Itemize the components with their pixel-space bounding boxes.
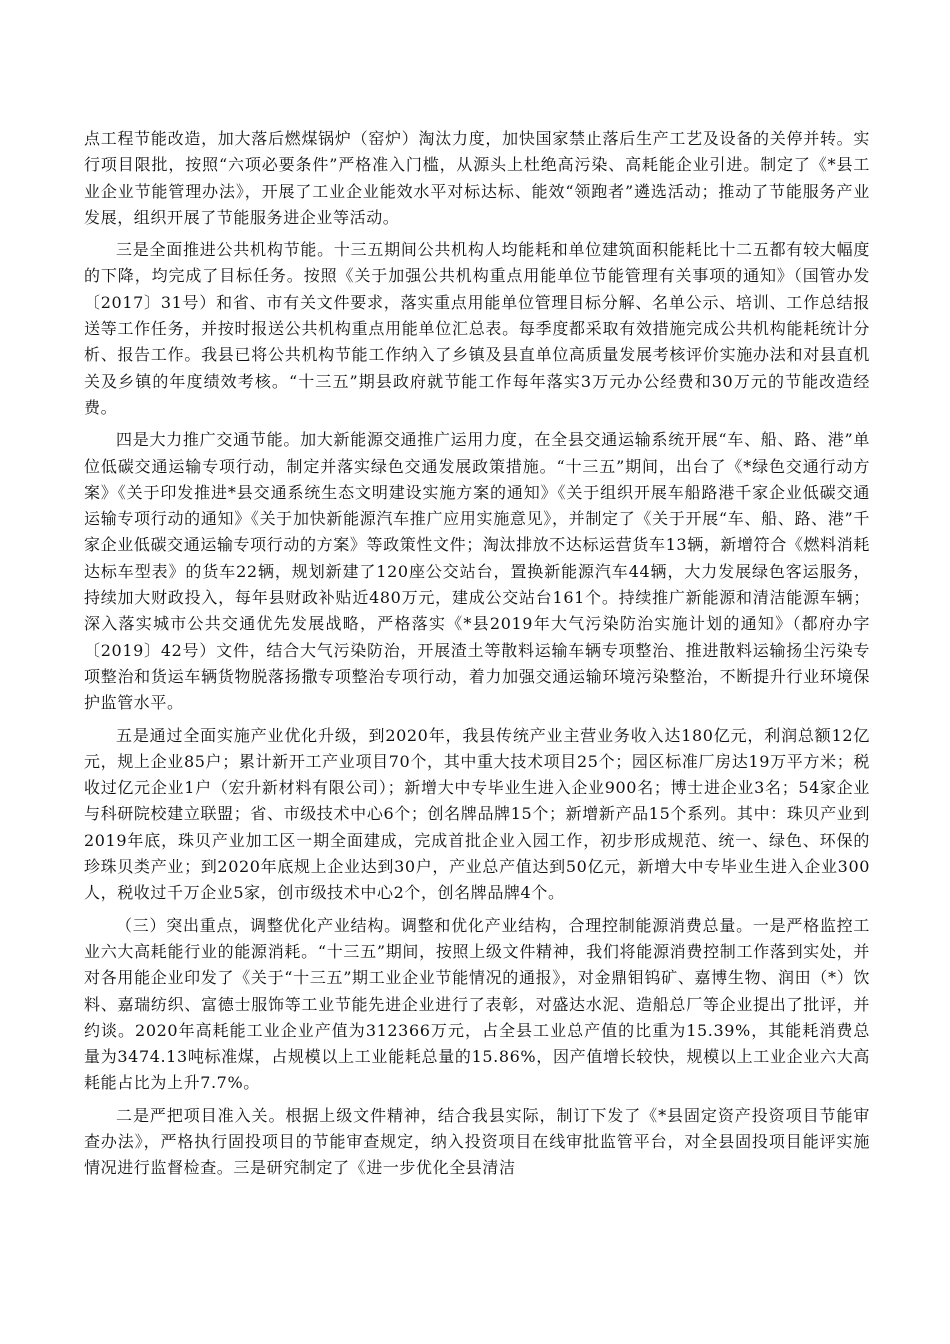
paragraph-6: 二是严把项目准入关。根据上级文件精神，结合我县实际，制订下发了《*县固定资产投资项目节能审查办法》，严格执行固投项目的节能审查规定，纳入投资项目在线审批监管平台，对全县固投项目能评实施情况进行监督检查。三是研究制定了《进一步优化全县清洁 [84, 1105, 870, 1178]
paragraph-3: 四是大力推广交通节能。加大新能源交通推广运用力度，在全县交通运输系统开展“车、船、路、港”单位低碳交通运输专项行动，制定并落实绿色交通发展政策措施。“十三五”期间，出台了《*绿色交通行动方案》《关于印发推进*县交通系统生态文明建设实施方案的通知》《关于组织开展车船路港千家企业低碳交通运输专项行动的通知》《关于加快新能源汽车推广应用实施意见》，并制定了《关于开展“车、船、路、港”千家企业低碳交通运输专项行动的方案》等政策性文件；淘汰排放不达标运营货车13辆，新增符合《燃料消耗达标车型表》的货车22辆，规划新建了120座公交站台，置换新能源汽车44辆，大力发展绿色客运服务，持续加大财政投入，每年县财政补贴近480万元，建成公交站台161个。持续推广新能源和清洁能源车辆；深入落实城市公共交通优先发展战略，严格落实《*县2019年大气污染防治实施计划的通知》（都府办字〔2019〕42号）文件，结合大气污染防治，开展渣土等散料运输车辆专项整治、推进散料运输扬尘污染专项整治和货运车辆货物脱落扬撒专项整治专项行动，着力加强交通运输环境污染整治，不断提升行业环境保护监管水平。 [84, 430, 870, 713]
paragraph-1: 点工程节能改造，加大落后燃煤锅炉（窑炉）淘汰力度，加快国家禁止落后生产工艺及设备的关停并转。实行项目限批，按照“六项必要条件”严格准入门槛，从源头上杜绝高污染、高耗能企业引进。制定了《*县工业企业节能管理办法》，开展了工业企业能效水平对标达标、能效“领跑者”遴选活动；推动了节能服务产业发展，组织开展了节能服务进企业等活动。 [84, 129, 870, 227]
paragraph-2: 三是全面推进公共机构节能。十三五期间公共机构人均能耗和单位建筑面积能耗比十二五都有较大幅度的下降，均完成了目标任务。按照《关于加强公共机构重点用能单位节能管理有关事项的通知》（国管办发〔2017〕31号）和省、市有关文件要求，落实重点用能单位管理目标分解、名单公示、培训、工作总结报送等工作任务，并按时报送公共机构重点用能单位汇总表。每季度都采取有效措施完成公共机构能耗统计分析、报告工作。我县已将公共机构节能工作纳入了乡镇及县直单位高质量发展考核评价实施办法和对县直机关及乡镇的年度绩效考核。“十三五”期县政府就节能工作每年落实3万元办公经费和30万元的节能改造经费。 [84, 240, 870, 417]
paragraph-5: （三）突出重点，调整优化产业结构。调整和优化产业结构，合理控制能源消费总量。一是严格监控工业六大高耗能行业的能源消耗。“十三五”期间，按照上级文件精神，我们将能源消费控制工作落到实处，并对各用能企业印发了《关于“十三五”期工业企业节能情况的通报》，对金鼎钼钨矿、嘉博生物、润田（*）饮料、嘉瑞纺织、富德士服饰等工业节能先进企业进行了表彰，对盛达水泥、造船总厂等企业提出了批评，并约谈。2020年高耗能工业企业产值为312366万元，占全县工业总产值的比重为15.39%，其能耗消费总量为3474.13吨标准煤，占规模以上工业能耗总量的15.86%，因产值增长较快，规模以上工业企业六大高耗能占比为上升7.7%。 [84, 915, 870, 1093]
paragraph-4: 五是通过全面实施产业优化升级，到2020年，我县传统产业主营业务收入达180亿元，利润总额12亿元，规上企业85户；累计新开工产业项目70个，其中重大技术项目25个；园区标准厂房达19万平方米；税收过亿元企业1户（宏升新材料有限公司）；新增大中专毕业生进入企业900名；博士进企业3名；54家企业与科研院校建立联盟；省、市级技术中心6个；创名牌品牌15个；新增新产品15个系列。其中：珠贝产业到2019年底，珠贝产业加工区一期全面建成，完成首批企业入园工作，初步形成规范、统一、绿色、环保的珍珠贝类产业；到2020年底规上企业达到30户，产业总产值达到50亿元，新增大中专毕业生进入企业300人，税收过千万企业5家，创市级技术中心2个，创名牌品牌4个。 [84, 725, 870, 903]
document-body [84, 126, 870, 1182]
